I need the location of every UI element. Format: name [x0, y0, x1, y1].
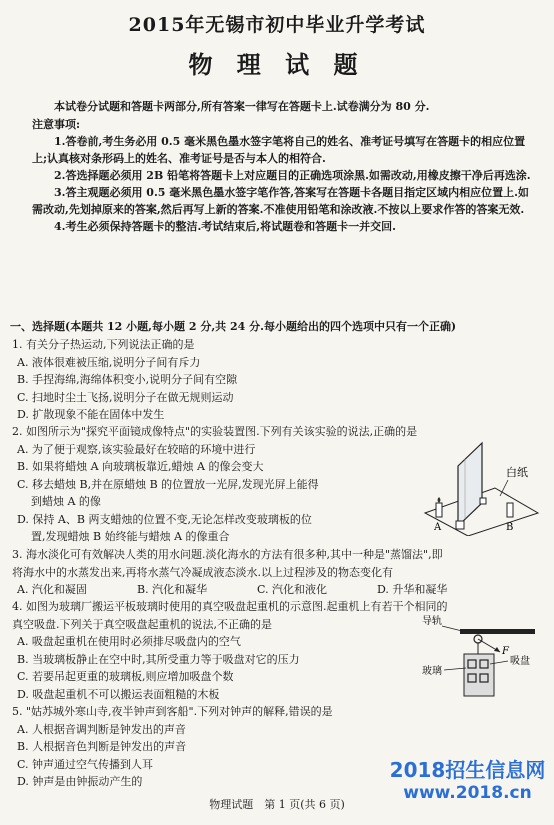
- instructions-block: [32, 98, 532, 235]
- option-c-continued: 到蜡烛 A 的像: [31, 495, 101, 508]
- option-d-continued: 置,发现蜡烛 B 始终能与蜡烛 A 的像重合: [31, 530, 230, 543]
- option-a: A. 汽化和凝固: [17, 583, 87, 596]
- question-stem: 1. 有关分子热运动,下列说法正确的是: [12, 338, 195, 351]
- option-b: B. 人根据音色判断是钟发出的声音: [17, 740, 187, 753]
- option-b: B. 如果将蜡烛 A 向玻璃板靠近,蜡烛 A 的像会变大: [17, 460, 264, 473]
- option-d: D. 升华和凝华: [377, 583, 448, 596]
- options-row: [12, 581, 532, 599]
- question-stem: 4. 如图为玻璃厂搬运平板玻璃时使用的真空吸盘起重机的示意图.起重机上有若干个相同的: [12, 600, 448, 613]
- option-b: B. 手捏海绵,海绵体积变小,说明分子间有空隙: [17, 373, 238, 386]
- option-a: A. 吸盘起重机在使用时必须排尽吸盘内的空气: [17, 635, 241, 648]
- option-a: A. 为了便于观察,该实验最好在较暗的环境中进行: [17, 442, 256, 456]
- figure-label-paper: 白纸: [506, 466, 528, 479]
- watermark-title: 2018招生信息网: [389, 758, 546, 782]
- note-item: 4.考生必须保持答题卡的整洁.考试结束后,将试题卷和答题卡一并交回.: [54, 220, 396, 233]
- option-d: D. 吸盘起重机不可以搬运表面粗糙的木板: [17, 687, 220, 701]
- question-stem-continued: 将海水中的水蒸发出来,再将水蒸气冷凝成液态淡水.以上过程涉及的物态变化有: [12, 565, 393, 579]
- option-b: B. 当玻璃板静止在空中时,其所受重力等于吸盘对它的压力: [17, 652, 300, 666]
- option-c: C. 汽化和液化: [257, 583, 328, 596]
- question-stem-continued: 真空吸盘.下列关于真空吸盘起重机的说法,不正确的是: [12, 617, 272, 631]
- figure-label-glass: 玻璃: [422, 666, 442, 677]
- subject-title: 物 理 试 题: [188, 50, 366, 79]
- watermark-url: www.2018.cn: [403, 783, 532, 803]
- figure-label-a: A: [434, 522, 442, 533]
- note-item: 2.答选择题必须用 2B 铅笔将答题卡上对应题目的正确选项涂黑.如需改动,用橡皮擦干净后再选涂.: [54, 169, 531, 182]
- mirror-experiment-figure: [420, 428, 540, 536]
- option-b: B. 汽化和凝华: [137, 583, 208, 596]
- question-stem: 5. "姑苏城外寒山寺,夜半钟声到客船".下列对钟声的解释,错误的是: [12, 705, 333, 718]
- figure-label-cup: 吸盘: [510, 656, 530, 667]
- suction-crane-figure: [420, 612, 540, 700]
- note-item: 1.答卷前,考生务必用 0.5 毫米黑色墨水签字笔将自己的姓名、准考证号填写在答题卡的相应位置上;认真核对条形码上的姓名、准考证号是否与本人的相符合.: [32, 135, 526, 165]
- option-c: C. 扫地时尘土飞扬,说明分子在做无规则运动: [17, 390, 234, 404]
- option-c: C. 钟声通过空气传播到人耳: [17, 757, 154, 771]
- figure-label-force: F: [502, 646, 509, 657]
- figure-label-rail: 导轨: [422, 616, 442, 627]
- page-footer: 物理试题 第 1 页(共 6 页): [209, 798, 345, 811]
- option-a: A. 人根据音调判断是钟发出的声音: [17, 722, 186, 736]
- exam-title: 2015年无锡市初中毕业升学考试: [128, 14, 426, 36]
- question-3: [12, 546, 532, 599]
- note-item: 3.答主观题必须用 0.5 毫米黑色墨水签字笔作答,答案写在答题卡各题目指定区域内相应位置上.如需改动,先划掉原来的答案,然后再写上新的答案.不准使用铅笔和涂改液.不按以上要求作答的答案无效.: [32, 186, 529, 216]
- figure-label-b: B: [506, 522, 514, 533]
- notes-heading: 注意事项:: [32, 118, 81, 131]
- paper-statement: 本试卷分试题和答题卡两部分,所有答案一律写在答题卡上.试卷满分为 80 分.: [54, 100, 430, 113]
- question-1: [12, 336, 532, 424]
- section-heading: 一、选择题(本题共 12 小题,每小题 2 分,共 24 分.每小题给出的四个选项中只有一个正确): [10, 320, 457, 333]
- option-a: A. 液体很难被压缩,说明分子间有斥力: [17, 355, 201, 369]
- option-d: D. 扩散现象不能在固体中发生: [17, 408, 165, 421]
- question-stem: 2. 如图所示为"探究平面镜成像特点"的实验装置图.下列有关该实验的说法,正确的是: [12, 425, 418, 438]
- option-d: D. 钟声是由钟振动产生的: [17, 775, 143, 788]
- option-c: C. 移去蜡烛 B,并在原蜡烛 B 的位置放一光屏,发现光屏上能得: [17, 477, 319, 491]
- question-stem: 3. 海水淡化可有效解决人类的用水问题.淡化海水的方法有很多种,其中一种是"蒸馏法",即: [12, 548, 443, 561]
- option-d: D. 保持 A、B 两支蜡烛的位置不变,无论怎样改变玻璃板的位: [17, 512, 312, 526]
- option-c: C. 若要吊起更重的玻璃板,则应增加吸盘个数: [17, 670, 234, 683]
